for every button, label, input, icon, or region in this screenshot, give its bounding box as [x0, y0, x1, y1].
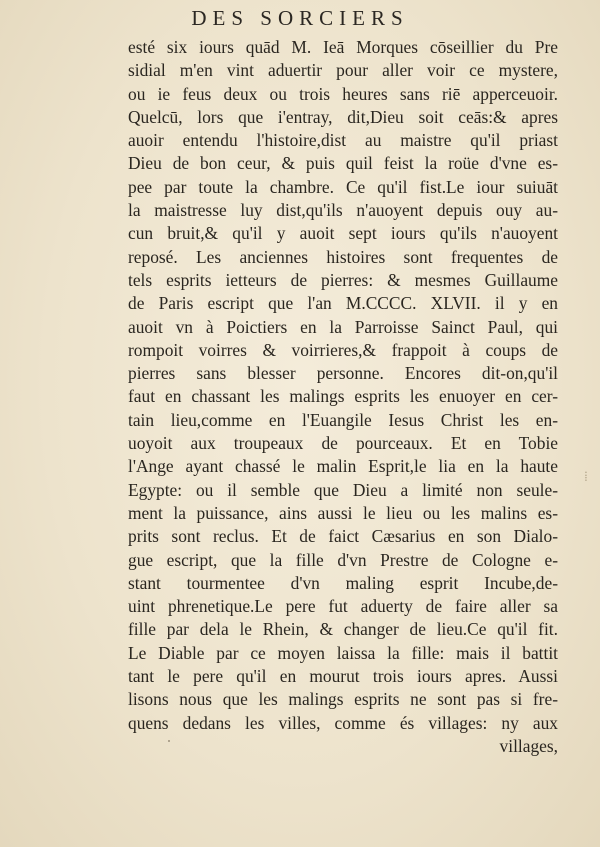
text-line: ou ie feus deux ou trois heures sans riē apperceuoir.	[128, 83, 558, 104]
text-line: uint phrenetique.Le pere fut aduerty de faire aller sa	[128, 596, 558, 617]
paper-speck	[168, 740, 170, 742]
text-line: Dieu de bon ceur, & puis quil feist la roüe d'vne es-	[128, 153, 558, 174]
text-line: tain lieu,comme en l'Euangile Iesus Christ les en-	[128, 409, 558, 430]
text-line: ment la puissance, ains aussi le lieu ou les malins es-	[128, 502, 558, 523]
text-line: cun bruit,& qu'il y auoit sept iours qu'ils n'auoyent	[128, 223, 558, 244]
body-text	[128, 36, 558, 758]
text-line: tant le pere qu'il en mourut trois iours apres. Aussi	[128, 666, 558, 687]
text-line: lisons nous que les malings esprits ne sont pas si fre-	[128, 689, 558, 710]
page-edge-mark: ⁞	[584, 470, 588, 485]
text-line: pee par toute la chambre. Ce qu'il fist.Le iour suiuāt	[128, 176, 558, 197]
text-line: faut en chassant les malings esprits les enuoyer en cer-	[128, 386, 558, 407]
text-line: fille par dela le Rhein, & changer de lieu.Ce qu'il fit.	[128, 619, 558, 640]
text-line: quens dedans les villes, comme és villages: ny aux	[128, 712, 558, 733]
text-line: sidial m'en vint aduertir pour aller voir ce mystere,	[128, 60, 558, 81]
text-line: auoit vn à Poictiers en la Parroisse Sainct Paul, qui	[128, 316, 558, 337]
running-head: DES SORCIERS	[191, 6, 409, 30]
text-line: la maistresse luy dist,qu'ils n'auoyent depuis ouy au-	[128, 200, 558, 221]
text-line: esté six iours quād M. Ieā Morques cōseillier du Pre	[128, 37, 558, 57]
text-line: de Paris escript que l'an M.CCCC. XLVII. il y en	[128, 293, 558, 314]
text-line: stant tourmentee d'vn maling esprit Incube,de-	[128, 572, 558, 593]
text-line: Le Diable par ce moyen laissa la fille: mais il battit	[128, 642, 558, 663]
text-line: gue escript, que la fille d'vn Prestre de Cologne e-	[128, 549, 558, 570]
text-line: prits sont reclus. Et de faict Cæsarius en son Dialo-	[128, 526, 558, 547]
text-line: reposé. Les anciennes histoires sont frequentes de	[128, 246, 558, 267]
text-line: auoir entendu l'histoire,dist au maistre qu'il priast	[128, 130, 558, 151]
text-line: l'Ange ayant chassé le malin Esprit,le lia en la haute	[128, 456, 558, 477]
text-line: villages,	[499, 735, 558, 756]
text-line: Egypte: ou il semble que Dieu a limité non seule-	[128, 479, 558, 500]
text-line: rompoit voirres & voirrieres,& frappoit à coups de	[128, 339, 558, 360]
text-line: Quelcū, lors que i'entray, dit,Dieu soit ceās:& apres	[128, 106, 558, 127]
text-line: uoyoit aux troupeaux de pourceaux. Et en Tobie	[128, 433, 558, 454]
text-line: tels esprits ietteurs de pierres: & mesmes Guillaume	[128, 269, 558, 290]
text-line: pierres sans blesser personne. Encores dit-on,qu'il	[128, 363, 558, 384]
